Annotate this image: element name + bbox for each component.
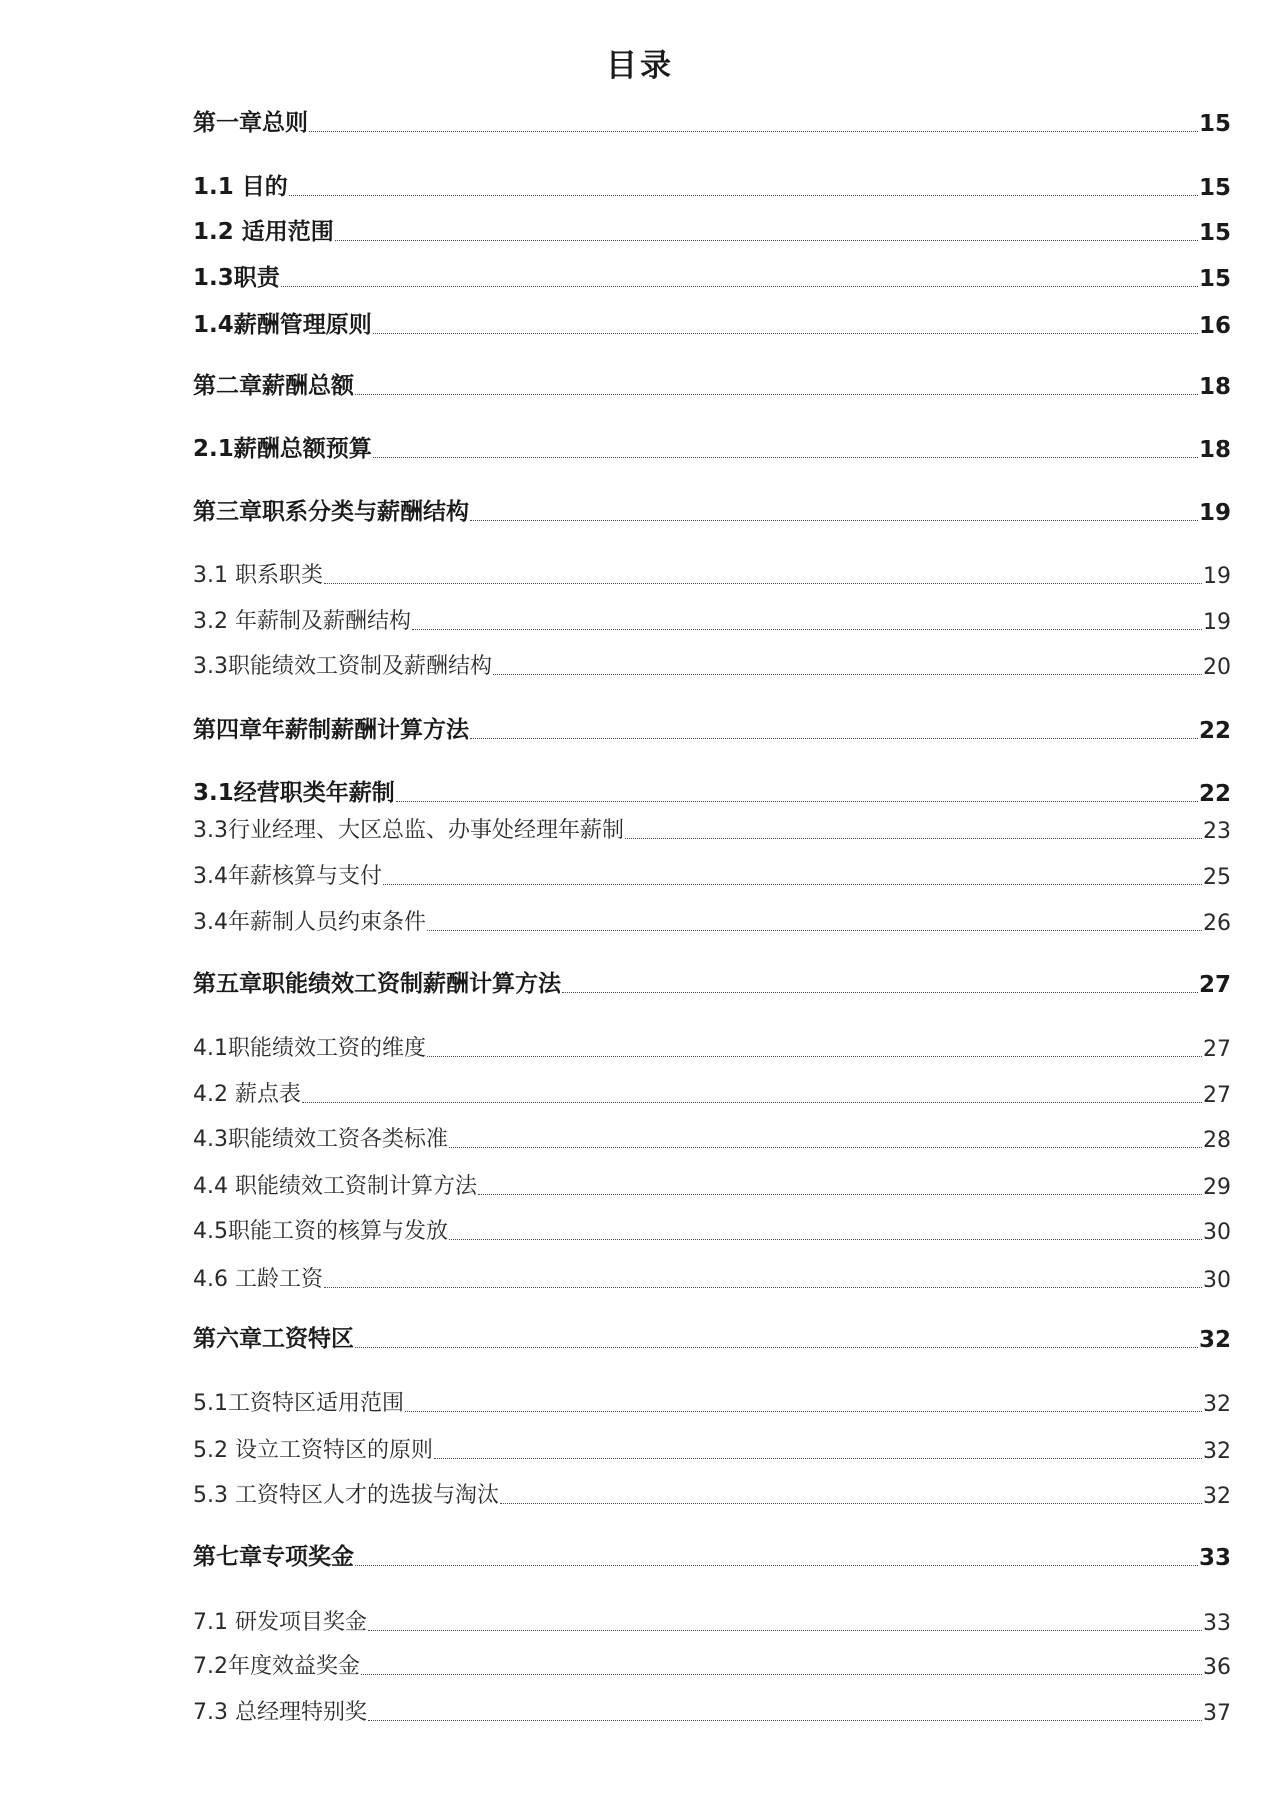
toc-entry-page-number: 27 — [1203, 1037, 1231, 1062]
dot-leader — [427, 930, 1202, 931]
toc-entry-page-number: 15 — [1198, 220, 1231, 246]
toc-entry[interactable] — [193, 555, 1231, 589]
toc-entry[interactable] — [193, 1602, 1231, 1636]
toc-entry-label: 4.1职能绩效工资的维度 — [193, 1036, 426, 1061]
toc-entry-page-number: 25 — [1203, 865, 1231, 890]
toc-entry-label: 3.1 职系职类 — [193, 563, 323, 588]
page-title: 目录 — [606, 48, 674, 84]
toc-entry[interactable] — [193, 710, 1231, 744]
dot-leader — [355, 394, 1198, 395]
dot-leader — [434, 1458, 1202, 1459]
toc-entry-page-number: 32 — [1203, 1484, 1231, 1509]
dot-leader — [427, 1056, 1202, 1057]
toc-entry-page-number: 32 — [1198, 1327, 1231, 1353]
toc-entry-label: 1.3职责 — [193, 265, 280, 291]
toc-entry-label: 第二章薪酬总额 — [193, 373, 354, 399]
toc-entry-label: 1.2 适用范围 — [193, 219, 334, 245]
toc-entry-label: 第四章年薪制薪酬计算方法 — [193, 717, 469, 743]
toc-entry[interactable] — [193, 1119, 1231, 1153]
toc-entry[interactable] — [193, 258, 1231, 292]
toc-entry-page-number: 27 — [1203, 1083, 1231, 1108]
dot-leader — [412, 629, 1202, 630]
toc-entry[interactable] — [193, 1646, 1231, 1680]
toc-entry-label: 5.3 工资特区人才的选拔与淘汰 — [193, 1483, 499, 1508]
toc-entry-page-number: 36 — [1203, 1655, 1231, 1680]
toc-entry-page-number: 15 — [1198, 175, 1231, 201]
toc-entry-label: 第一章总则 — [193, 110, 308, 136]
dot-leader — [500, 1503, 1202, 1504]
toc-entry[interactable] — [193, 305, 1231, 339]
toc-entry-label: 4.5职能工资的核算与发放 — [193, 1219, 448, 1244]
dot-leader — [309, 131, 1198, 132]
toc-entry[interactable] — [193, 492, 1231, 526]
dot-leader — [449, 1147, 1202, 1148]
dot-leader — [470, 520, 1198, 521]
toc-entry[interactable] — [193, 167, 1231, 201]
dot-leader — [493, 674, 1202, 675]
toc-entry-label: 7.2年度效益奖金 — [193, 1654, 360, 1679]
toc-entry[interactable] — [193, 601, 1231, 635]
toc-entry-page-number: 28 — [1203, 1128, 1231, 1153]
dot-leader — [373, 457, 1198, 458]
toc-entry-label: 第三章职系分类与薪酬结构 — [193, 499, 469, 525]
dot-leader — [396, 801, 1198, 802]
toc-entry-page-number: 22 — [1198, 781, 1231, 807]
toc-entry[interactable] — [193, 902, 1231, 936]
dot-leader — [368, 1630, 1202, 1631]
toc-entry-page-number: 19 — [1203, 610, 1231, 635]
dot-leader — [289, 195, 1198, 196]
toc-entry-label: 第七章专项奖金 — [193, 1544, 354, 1570]
toc-entry-label: 3.3职能绩效工资制及薪酬结构 — [193, 654, 492, 679]
toc-entry-page-number: 27 — [1198, 972, 1231, 998]
toc-entry-label: 7.3 总经理特别奖 — [193, 1700, 367, 1725]
toc-entry-label: 4.4 职能绩效工资制计算方法 — [193, 1174, 477, 1199]
toc-entry[interactable] — [193, 1211, 1231, 1245]
toc-entry-label: 5.2 设立工资特区的原则 — [193, 1438, 433, 1463]
dot-leader — [355, 1565, 1198, 1566]
toc-entry[interactable] — [193, 212, 1231, 246]
toc-entry-label: 第五章职能绩效工资制薪酬计算方法 — [193, 971, 561, 997]
dot-leader — [625, 838, 1202, 839]
toc-entry[interactable] — [193, 366, 1231, 400]
toc-entry[interactable] — [193, 646, 1231, 680]
toc-entry-page-number: 33 — [1203, 1611, 1231, 1636]
toc-entry-page-number: 19 — [1203, 564, 1231, 589]
toc-entry-page-number: 18 — [1198, 374, 1231, 400]
dot-leader — [449, 1239, 1202, 1240]
dot-leader — [562, 992, 1198, 993]
toc-entry[interactable] — [193, 1537, 1231, 1571]
toc-entry-page-number: 33 — [1198, 1545, 1231, 1571]
dot-leader — [405, 1411, 1202, 1412]
toc-entry-label: 3.3行业经理、大区总监、办事处经理年薪制 — [193, 818, 624, 843]
dot-leader — [324, 1287, 1202, 1288]
toc-entry[interactable] — [193, 1166, 1231, 1200]
toc-entry-page-number: 22 — [1198, 718, 1231, 744]
toc-entry-page-number: 30 — [1203, 1220, 1231, 1245]
toc-entry[interactable] — [193, 1475, 1231, 1509]
dot-leader — [324, 583, 1202, 584]
toc-entry[interactable] — [193, 103, 1231, 137]
toc-entry-label: 3.1经营职类年薪制 — [193, 780, 395, 806]
toc-entry-label: 3.4年薪制人员约束条件 — [193, 910, 426, 935]
toc-entry[interactable] — [193, 1259, 1231, 1293]
dot-leader — [373, 333, 1198, 334]
toc-entry-page-number: 29 — [1203, 1175, 1231, 1200]
toc-entry-page-number: 20 — [1203, 655, 1231, 680]
toc-entry-page-number: 26 — [1203, 911, 1231, 936]
toc-entry-page-number: 19 — [1198, 500, 1231, 526]
toc-entry-page-number: 16 — [1198, 313, 1231, 339]
toc-entry-page-number: 18 — [1198, 437, 1231, 463]
toc-entry-label: 第六章工资特区 — [193, 1326, 354, 1352]
toc-entry-label: 1.4薪酬管理原则 — [193, 312, 372, 338]
toc-entry[interactable] — [193, 810, 1231, 844]
toc-entry-label: 4.2 薪点表 — [193, 1082, 301, 1107]
dot-leader — [361, 1674, 1202, 1675]
toc-entry-label: 3.4年薪核算与支付 — [193, 864, 382, 889]
toc-entry[interactable] — [193, 964, 1231, 998]
toc-entry[interactable] — [193, 1430, 1231, 1464]
toc-entry-label: 5.1工资特区适用范围 — [193, 1391, 404, 1416]
toc-entry[interactable] — [193, 1319, 1231, 1353]
toc-entry-page-number: 32 — [1203, 1392, 1231, 1417]
toc-entry-label: 1.1 目的 — [193, 174, 288, 200]
dot-leader — [335, 240, 1198, 241]
dot-leader — [383, 884, 1202, 885]
dot-leader — [281, 286, 1198, 287]
dot-leader — [302, 1102, 1202, 1103]
dot-leader — [470, 738, 1198, 739]
toc-entry-page-number: 30 — [1203, 1268, 1231, 1293]
toc-entry-label: 7.1 研发项目奖金 — [193, 1610, 367, 1635]
toc-entry-page-number: 37 — [1203, 1701, 1231, 1726]
toc-entry[interactable] — [193, 1692, 1231, 1726]
toc-entry[interactable] — [193, 429, 1231, 463]
dot-leader — [478, 1194, 1202, 1195]
toc-entry-label: 4.3职能绩效工资各类标准 — [193, 1127, 448, 1152]
dot-leader — [355, 1347, 1198, 1348]
toc-entry-page-number: 15 — [1198, 266, 1231, 292]
toc-entry[interactable] — [193, 856, 1231, 890]
toc-entry-page-number: 15 — [1198, 111, 1231, 137]
toc-entry-label: 3.2 年薪制及薪酬结构 — [193, 609, 411, 634]
toc-entry[interactable] — [193, 1383, 1231, 1417]
toc-entry-label: 2.1薪酬总额预算 — [193, 436, 372, 462]
toc-entry-page-number: 32 — [1203, 1439, 1231, 1464]
toc-entry[interactable] — [193, 1028, 1231, 1062]
dot-leader — [368, 1720, 1202, 1721]
toc-entry-label: 4.6 工龄工资 — [193, 1267, 323, 1292]
toc-entry[interactable] — [193, 1074, 1231, 1108]
toc-entry[interactable] — [193, 773, 1231, 807]
toc-entry-page-number: 23 — [1203, 819, 1231, 844]
